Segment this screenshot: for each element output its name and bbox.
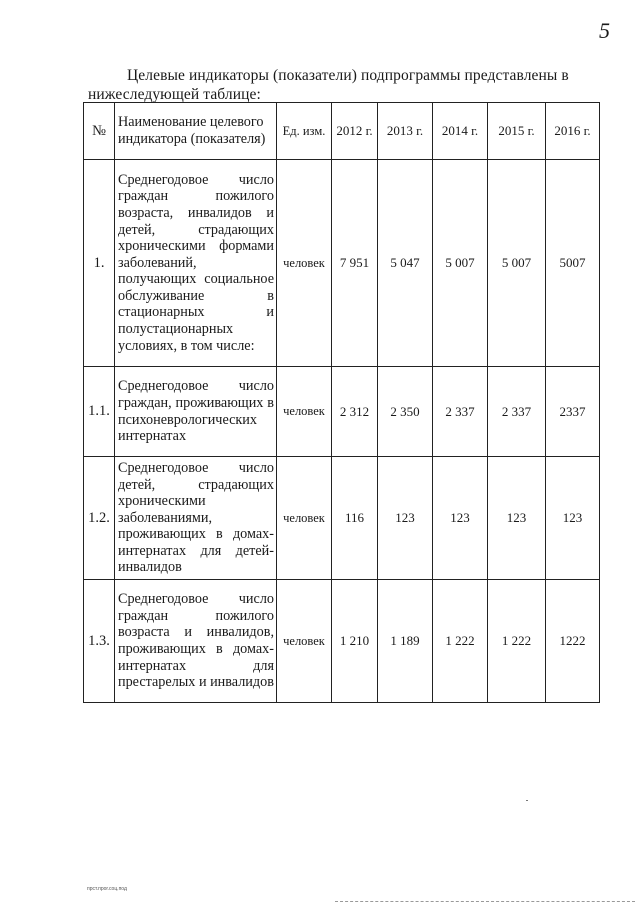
header-year-2013: 2013 г. (378, 103, 433, 160)
header-year-2015: 2015 г. (488, 103, 546, 160)
row-value-2012: 116 (332, 457, 378, 580)
row-value-2015: 2 337 (488, 367, 546, 457)
intro-paragraph (88, 66, 588, 104)
table-row (84, 160, 600, 367)
row-indicator-name: Среднегодовое число граждан пожилого возраста, инвалидов и детей, страдающих хроническими формами заболеваний, получающих социальное обслуживание в стационарных и полустационарных условиях, в том числе: (115, 160, 277, 367)
table-header-row (84, 103, 600, 160)
row-value-2016: 1222 (546, 580, 600, 703)
row-value-2016: 2337 (546, 367, 600, 457)
row-indicator-name: Среднегодовое число детей, страдающих хроническими заболеваниями, проживающих в домах-интернатах для детей-инвалидов (115, 457, 277, 580)
intro-line-1: Целевые индикаторы (показатели) подпрограммы представлены в (127, 67, 569, 84)
row-unit: человек (277, 457, 332, 580)
row-value-2012: 1 210 (332, 580, 378, 703)
header-unit: Ед. изм. (277, 103, 332, 160)
row-value-2015: 5 007 (488, 160, 546, 367)
header-indicator-name: Наименование целевого индикатора (показателя) (115, 103, 277, 160)
row-unit: человек (277, 367, 332, 457)
header-year-2014: 2014 г. (433, 103, 488, 160)
row-value-2016: 123 (546, 457, 600, 580)
row-unit: человек (277, 160, 332, 367)
header-year-2012: 2012 г. (332, 103, 378, 160)
row-value-2012: 7 951 (332, 160, 378, 367)
row-number: 1.3. (84, 580, 115, 703)
row-value-2014: 2 337 (433, 367, 488, 457)
row-value-2013: 123 (378, 457, 433, 580)
intro-line-2: нижеследующей таблице: (88, 86, 261, 103)
row-indicator-name: Среднегодовое число граждан, проживающих в психоневрологических интернатах (115, 367, 277, 457)
header-year-2016: 2016 г. (546, 103, 600, 160)
row-value-2014: 1 222 (433, 580, 488, 703)
indicators-table (83, 102, 600, 703)
scan-speck (526, 800, 528, 801)
table-row (84, 367, 600, 457)
row-value-2013: 5 047 (378, 160, 433, 367)
row-value-2012: 2 312 (332, 367, 378, 457)
table-row (84, 457, 600, 580)
row-value-2014: 123 (433, 457, 488, 580)
table-row (84, 580, 600, 703)
row-value-2013: 1 189 (378, 580, 433, 703)
page-edge-dash (335, 901, 635, 902)
header-number: № (84, 103, 115, 160)
row-unit: человек (277, 580, 332, 703)
row-value-2016: 5007 (546, 160, 600, 367)
row-value-2014: 5 007 (433, 160, 488, 367)
row-number: 1.2. (84, 457, 115, 580)
page-number: 5 (599, 18, 610, 43)
row-value-2015: 123 (488, 457, 546, 580)
row-value-2013: 2 350 (378, 367, 433, 457)
row-indicator-name: Среднегодовое число граждан пожилого возраста и инвалидов, проживающих в домах-интернатах для престарелых и инвалидов (115, 580, 277, 703)
row-number: 1.1. (84, 367, 115, 457)
footer-file-code: прст.прог.соц.под (87, 886, 127, 892)
row-value-2015: 1 222 (488, 580, 546, 703)
row-number: 1. (84, 160, 115, 367)
